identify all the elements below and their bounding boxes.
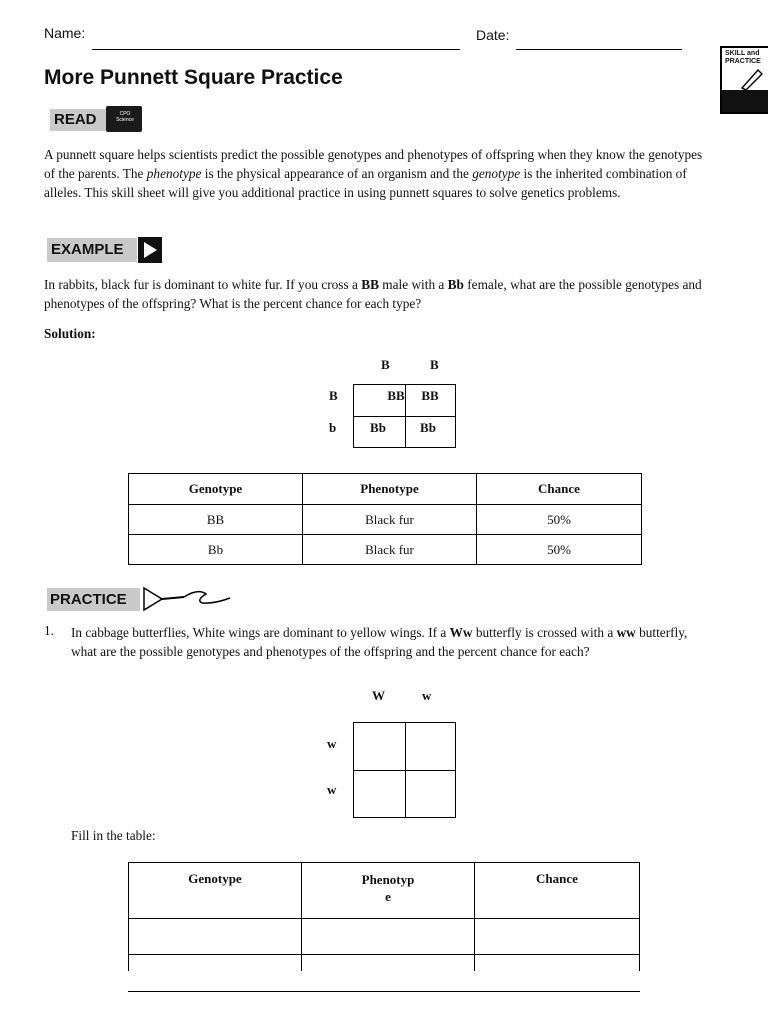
table-row (129, 505, 642, 535)
read-paragraph (44, 145, 712, 202)
table-cell: Bb (129, 535, 303, 565)
table-cell[interactable] (302, 919, 475, 955)
example-q-bold-2: Bb (447, 277, 464, 292)
play-arrow-icon (138, 237, 162, 263)
table-cell: BB (129, 505, 303, 535)
example-table-header-genotype: Genotype (129, 474, 303, 505)
question-1-text (71, 623, 701, 661)
read-banner (50, 109, 108, 131)
example-table-header-chance: Chance (477, 474, 642, 505)
example-cell-1-1: BB (387, 388, 405, 403)
badge-text: SKILL and PRACTICE (725, 50, 761, 65)
table-cell[interactable] (475, 919, 640, 955)
example-table-header-phenotype: Phenotype (303, 474, 477, 505)
practice-table-header-phenotype: Phenotyp e (302, 863, 475, 919)
practice-top-allele-1: W (372, 688, 385, 703)
example-q-bold-1: BB (361, 277, 379, 292)
table-cell[interactable] (302, 955, 475, 971)
date-field[interactable] (516, 49, 682, 50)
table-row (129, 919, 640, 955)
practice-side-allele-1: w (327, 736, 337, 751)
example-side-allele-2: b (329, 420, 337, 435)
table-row (129, 535, 642, 565)
genotype-term: genotype (472, 166, 521, 181)
page-bottom-rule (128, 991, 640, 992)
table-cell[interactable] (129, 955, 302, 971)
q1-bold-2: ww (616, 625, 636, 640)
name-field[interactable] (92, 49, 460, 50)
example-q-text-1: In rabbits, black fur is dominant to white fur. If you cross a (44, 277, 362, 292)
q1-text-3: butterfly, what are the possible genotypes and phenotypes of the offspring and the percent chance for each? (71, 625, 688, 659)
book-icon (106, 106, 142, 132)
example-top-allele-1: B (381, 357, 390, 372)
table-cell: Black fur (303, 535, 477, 565)
skill-practice-badge (720, 46, 768, 114)
read-text-3: is the inherited combination of alleles. This skill sheet will give you additional practice in using punnett squares to solve genetics problems. (44, 166, 687, 200)
example-cell-1-2: BB (421, 388, 439, 403)
question-1-number: 1. (44, 623, 54, 638)
example-top-allele-2: B (430, 357, 439, 372)
read-text-1: A punnett square helps scientists predict the possible genotypes and phenotypes of offspring when they know the genotypes of the parents. The (44, 147, 703, 181)
practice-banner-label: PRACTICE (50, 591, 127, 608)
solution-label: Solution: (44, 326, 96, 341)
table-row (129, 955, 640, 971)
practice-top-allele-2: w (422, 688, 432, 703)
practice-punnett-square[interactable] (353, 722, 456, 818)
practice-table-header-genotype: Genotype (129, 863, 302, 919)
example-question (44, 275, 712, 313)
example-table (128, 473, 642, 565)
example-banner (47, 238, 137, 262)
fill-table-label: Fill in the table: (71, 828, 156, 843)
phenotype-term: phenotype (146, 166, 202, 181)
table-cell: Black fur (303, 505, 477, 535)
read-text-2: is the physical appearance of an organism and the (201, 166, 473, 181)
practice-side-allele-2: w (327, 782, 337, 797)
practice-pen-icon (140, 584, 236, 614)
practice-banner (47, 588, 140, 611)
date-label: Date: (476, 27, 510, 43)
table-cell[interactable] (475, 955, 640, 971)
example-cell-2-1: Bb (370, 420, 386, 435)
example-q-text-2: male with a (378, 277, 448, 292)
q1-text-1: In cabbage butterflies, White wings are dominant to yellow wings. If a (71, 625, 450, 640)
q1-bold-1: Ww (449, 625, 473, 640)
name-label: Name: (44, 25, 86, 41)
book-icon-text: CPO Science (116, 111, 134, 123)
example-q-text-3: female, what are the possible genotypes and phenotypes of the offspring? What is the percent chance for each type? (44, 277, 702, 311)
q1-text-2: butterfly is crossed with a (472, 625, 617, 640)
badge-dark-band (722, 90, 768, 112)
table-cell: 50% (477, 535, 642, 565)
read-banner-label: READ (54, 111, 97, 128)
example-banner-label: EXAMPLE (51, 241, 124, 258)
practice-table-header-chance: Chance (475, 863, 640, 919)
table-cell: 50% (477, 505, 642, 535)
example-cell-2-2: Bb (420, 420, 436, 435)
table-cell[interactable] (129, 919, 302, 955)
practice-table (128, 862, 640, 971)
pencil-icon (740, 68, 764, 90)
page-title: More Punnett Square Practice (44, 66, 343, 89)
example-side-allele-1: B (329, 388, 338, 403)
